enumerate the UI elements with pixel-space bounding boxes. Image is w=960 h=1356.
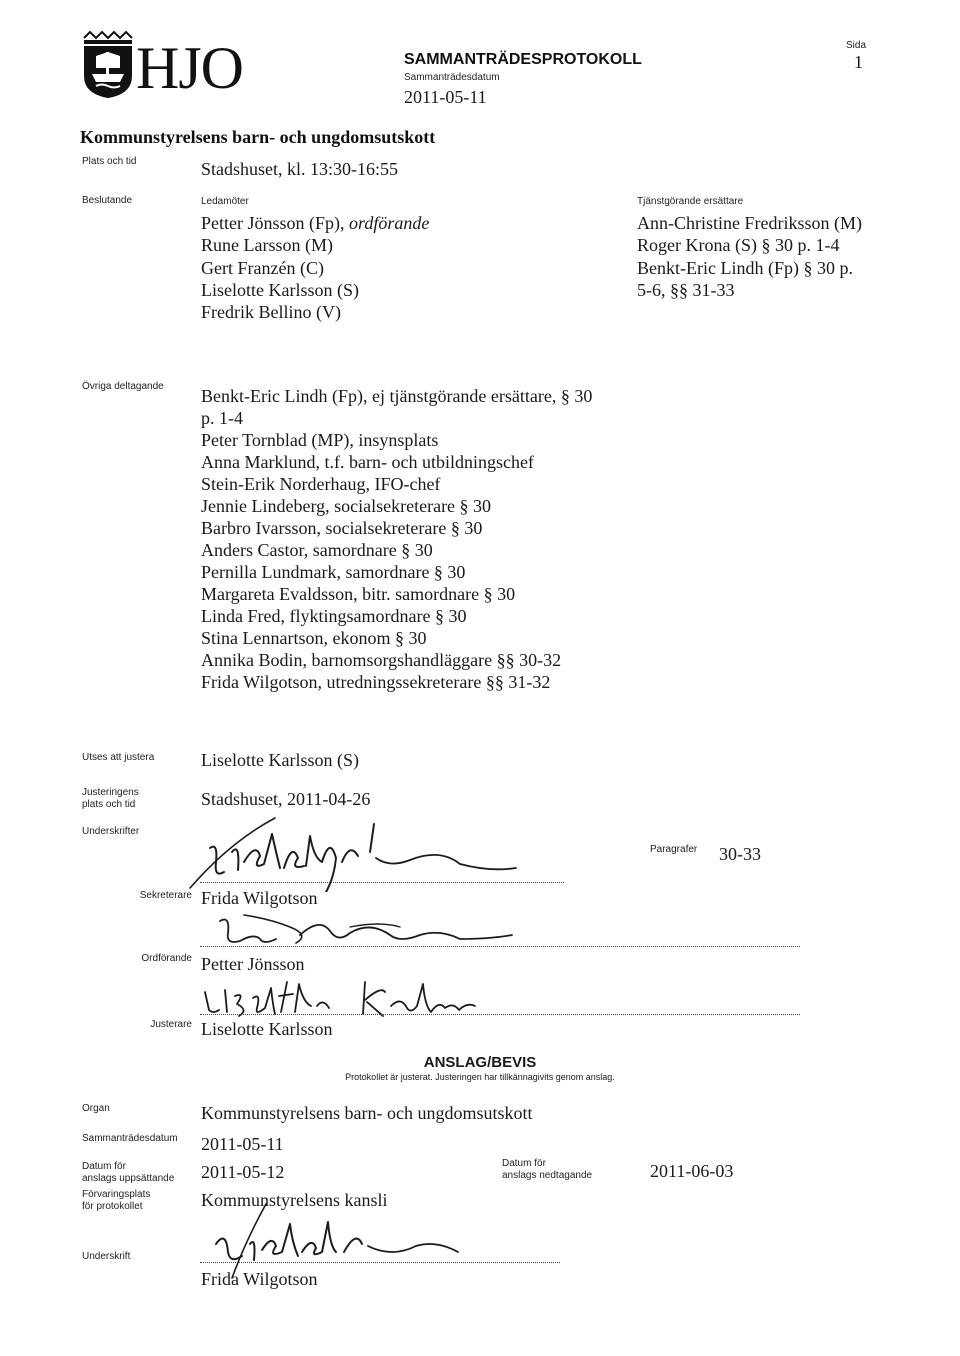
substitute-item: 5-6, §§ 31-33 [637, 279, 735, 300]
members-label: Ledamöter [201, 196, 249, 207]
participant-item: Annika Bodin, barnomsorgshandläggare §§ 30-32 [201, 650, 562, 670]
meeting-date: 2011-05-11 [404, 87, 487, 107]
organ-label: Organ [82, 1103, 110, 1114]
member-item: Fredrik Bellino (V) [201, 302, 341, 323]
participant-item: Margareta Evaldsson, bitr. samordnare § 30 [201, 584, 516, 604]
substitute-item: Ann-Christine Fredriksson (M) [637, 213, 862, 233]
secretary-signature-line [200, 882, 564, 883]
secretary-label: Sekreterare [139, 890, 192, 901]
ship-crest-icon [80, 30, 136, 100]
place-time-value: Stadshuset, kl. 13:30-16:55 [201, 159, 398, 179]
members-list [201, 212, 429, 323]
member-item: Gert Franzén (C) [201, 257, 324, 278]
chair-signature-line [200, 946, 800, 947]
adjuster-name: Liselotte Karlsson [201, 1019, 333, 1039]
participant-item: Frida Wilgotson, utredningssekreterare §§ 31-32 [201, 672, 551, 692]
participant-item: Pernilla Lundmark, samordnare § 30 [201, 562, 466, 582]
notice-meeting-date: 2011-05-11 [201, 1134, 284, 1154]
substitute-item: Roger Krona (S) § 30 p. 1-4 [637, 235, 840, 256]
adjuster-label: Justerare [150, 1019, 192, 1030]
appointed-label: Utses att justera [82, 752, 155, 763]
participant-item: p. 1-4 [201, 408, 243, 428]
notice-signature-line [200, 1262, 560, 1263]
member-item: Rune Larsson (M) [201, 235, 333, 256]
notice-signature-label: Underskrift [82, 1251, 131, 1262]
notice-signer: Frida Wilgotson [201, 1269, 318, 1289]
participant-item: Stina Lennartson, ekonom § 30 [201, 628, 427, 648]
participant-item: Anna Marklund, t.f. barn- och utbildningschef [201, 452, 534, 472]
posted-date-label: Datum för anslags uppsättande [82, 1161, 175, 1184]
storage-value: Kommunstyrelsens kansli [201, 1190, 388, 1210]
others-list [201, 385, 592, 693]
logo-text: HJO [136, 35, 244, 101]
meeting-date-label: Sammanträdesdatum [404, 72, 500, 83]
committee-title: Kommunstyrelsens barn- och ungdomsutskott [80, 127, 436, 147]
removed-date-label: Datum för anslags nedtagande [502, 1158, 593, 1181]
page-label: Sida [846, 40, 867, 51]
participant-item: Anders Castor, samordnare § 30 [201, 540, 433, 560]
posted-date: 2011-05-12 [201, 1162, 285, 1182]
member-item: Liselotte Karlsson (S) [201, 279, 359, 300]
paragraphs-label: Paragrafer [650, 844, 698, 855]
participant-item: Stein-Erik Norderhaug, IFO-chef [201, 474, 441, 494]
participant-item: Barbro Ivarsson, socialsekreterare § 30 [201, 518, 483, 538]
appointed-value: Liselotte Karlsson (S) [201, 750, 359, 770]
substitute-item: Benkt-Eric Lindh (Fp) § 30 p. [637, 257, 853, 278]
storage-label: Förvaringsplats för protokollet [82, 1189, 151, 1212]
organ-value: Kommunstyrelsens barn- och ungdomsutskott [201, 1103, 533, 1123]
chair-label: Ordförande [141, 953, 192, 964]
removed-date: 2011-06-03 [650, 1161, 734, 1181]
participant-item: Peter Tornblad (MP), insynsplats [201, 430, 439, 450]
notice-meeting-date-label: Sammanträdesdatum [82, 1133, 178, 1144]
adjust-place-label: Justeringens plats och tid [82, 787, 139, 810]
decisive-label: Beslutande [82, 195, 133, 206]
municipal-logo [80, 30, 244, 102]
secretary-signature [180, 812, 520, 892]
adjuster-signature-line [200, 1014, 800, 1015]
member-item: Petter Jönsson (Fp), ordförande [201, 213, 430, 233]
others-label: Övriga deltagande [82, 381, 164, 392]
paragraphs-value: 30-33 [719, 844, 761, 864]
secretary-name: Frida Wilgotson [201, 888, 318, 908]
place-time-label: Plats och tid [82, 156, 137, 167]
document-type: SAMMANTRÄDESPROTOKOLL [404, 51, 642, 68]
chair-signature [200, 905, 520, 955]
notice-subtitle: Protokollet är justerat. Justeringen har tillkännagivits genom anslag. [345, 1072, 615, 1082]
signatures-label: Underskrifter [82, 826, 140, 837]
page-number: 1 [854, 52, 863, 72]
participant-item: Benkt-Eric Lindh (Fp), ej tjänstgörande ersättare, § 30 [201, 386, 593, 406]
substitutes-list [637, 212, 862, 301]
participant-item: Linda Fred, flyktingsamordnare § 30 [201, 606, 467, 626]
notice-title: ANSLAG/BEVIS [423, 1054, 537, 1071]
participant-item: Jennie Lindeberg, socialsekreterare § 30 [201, 496, 492, 516]
adjust-place-value: Stadshuset, 2011-04-26 [201, 789, 371, 809]
substitutes-label: Tjänstgörande ersättare [637, 196, 744, 207]
chair-name: Petter Jönsson [201, 954, 305, 974]
